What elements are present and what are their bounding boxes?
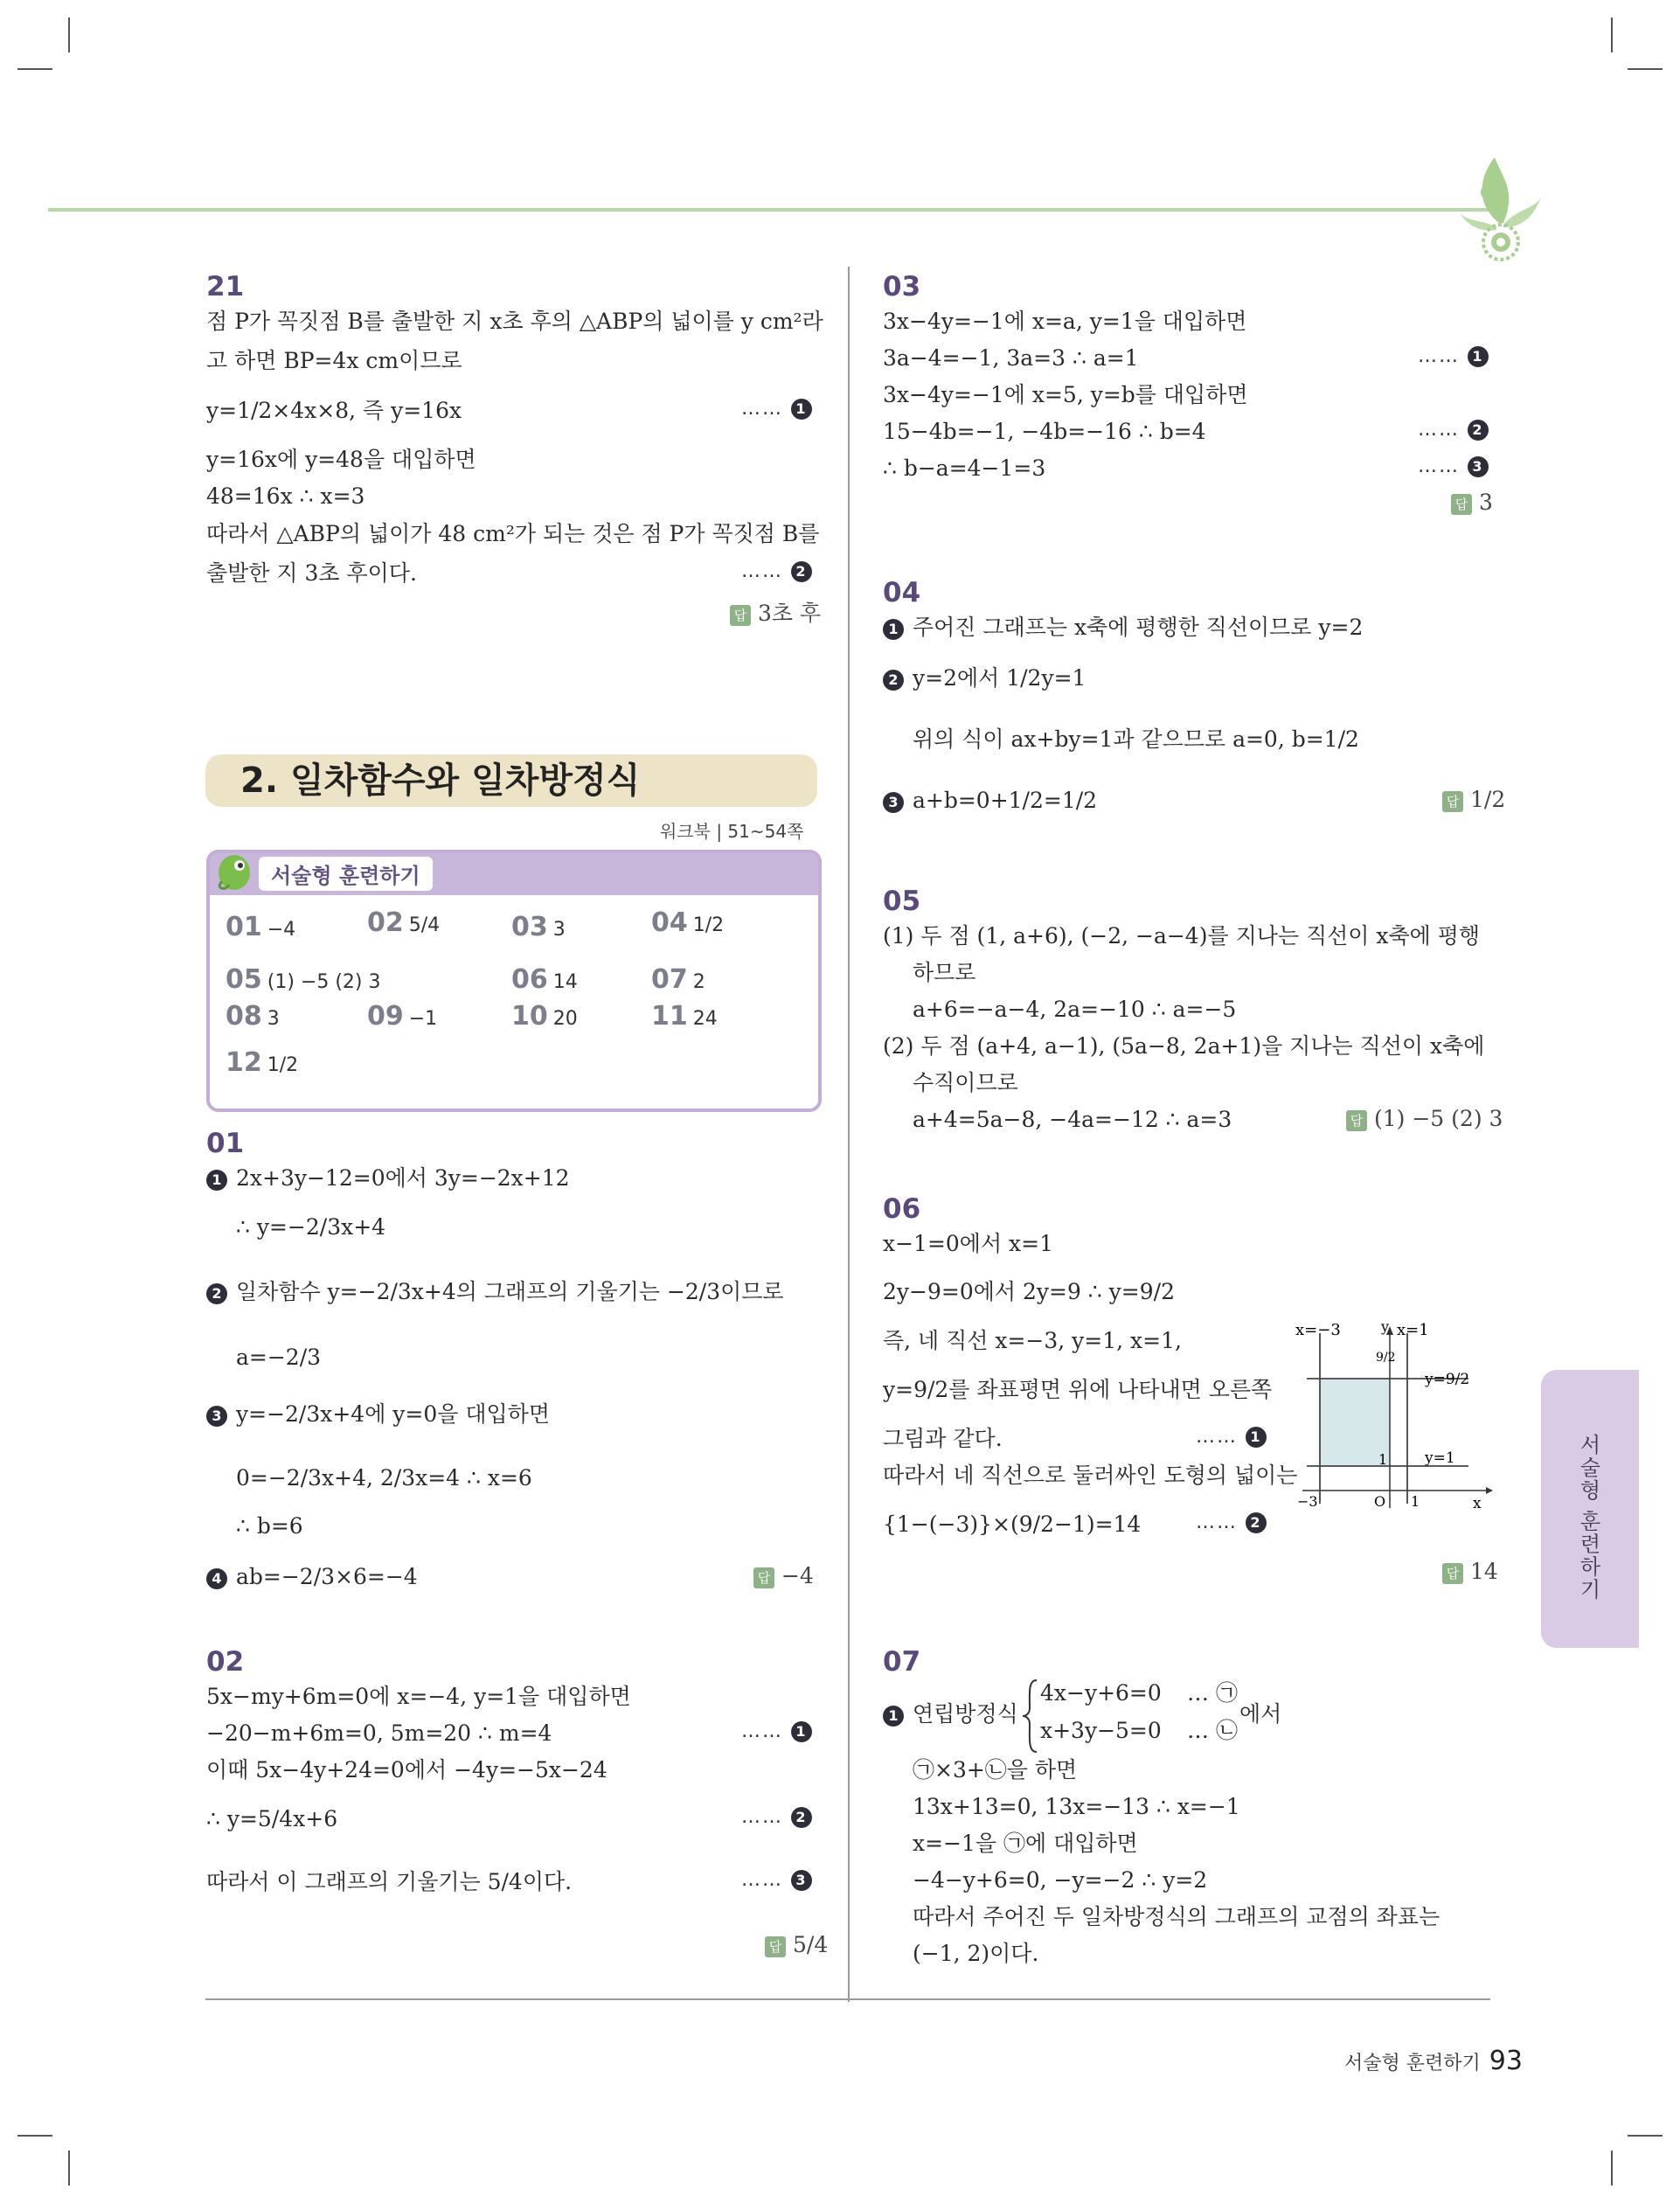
step-marker [1418, 455, 1497, 477]
tick-x-1: 1 [1411, 1493, 1420, 1510]
step-badge: 4 [206, 1568, 227, 1589]
quick-answer [226, 1001, 280, 1032]
dots: …… [1196, 1426, 1238, 1448]
quick-answer [367, 1001, 437, 1032]
solution-line: (2) 두 점 (a+4, a−1), (5a−8, 2a+1)을 지나는 직선이 x축에 [883, 1033, 1485, 1059]
qa-number: 12 [226, 1047, 262, 1078]
step-marker [741, 1720, 821, 1742]
solution-line: x=−1을 ㉠에 대입하면 [913, 1831, 1138, 1856]
answer-value: 3초 후 [758, 601, 822, 626]
solution-line: (1) 두 점 (1, a+6), (−2, −a−4)를 지나는 직선이 x축에 평행 [883, 923, 1481, 949]
answer [1442, 787, 1505, 812]
answer-tag-icon: 답 [753, 1567, 774, 1588]
leaf-ornament-icon [1451, 144, 1547, 267]
solution-line: 점 P가 꼭짓점 B를 출발한 지 x초 후의 △ABP의 넓이를 y cm²라 [206, 309, 823, 334]
answer-box-title: 서술형 훈련하기 [259, 857, 433, 891]
solution-line: ∴ b=6 [236, 1513, 303, 1539]
answer-value: 1/2 [1470, 787, 1506, 812]
quick-answer [511, 912, 566, 942]
section-title-text: 2. 일차함수와 일차방정식 [240, 761, 641, 801]
qa-value: 24 [692, 1008, 718, 1030]
solution-line: x−1=0에서 x=1 [883, 1231, 1054, 1256]
step-marker [1418, 419, 1497, 441]
solution-line: ∴ y=5/4x+6 [206, 1806, 338, 1831]
step-badge: 1 [206, 1170, 227, 1191]
dots: …… [1418, 345, 1460, 367]
qa-number: 07 [651, 964, 688, 995]
quick-answer [511, 1001, 578, 1032]
qa-value: 1/2 [267, 1054, 299, 1076]
step-badge: 2 [791, 1807, 812, 1828]
solution-line: 출발한 지 3초 후이다. [206, 560, 417, 586]
solution-line: a=−2/3 [236, 1345, 322, 1370]
dots: …… [1418, 419, 1460, 441]
crop-mark [1628, 68, 1663, 70]
solution-line: 이때 5x−4y+24=0에서 −4y=−5x−24 [206, 1757, 607, 1783]
solution-line: 48=16x ∴ x=3 [206, 483, 365, 509]
solution-line: 고 하면 BP=4x cm이므로 [206, 348, 462, 373]
crop-mark [17, 2135, 52, 2137]
problem-number: 07 [883, 1646, 921, 1678]
solution-line: 하므로 [913, 960, 976, 985]
label-x-axis: x [1473, 1495, 1482, 1512]
solution-text: 에서 [1239, 1701, 1282, 1727]
solution-line: 따라서 네 직선으로 둘러싸인 도형의 넓이는 [883, 1463, 1298, 1488]
quick-answer [511, 964, 578, 995]
solution-line: −4−y+6=0, −y=−2 ∴ y=2 [913, 1867, 1208, 1893]
qa-value: 20 [552, 1008, 578, 1030]
step-badge: 1 [791, 1721, 812, 1742]
step-badge: 1 [791, 399, 812, 420]
coordinate-graph [1294, 1316, 1495, 1512]
section-title [205, 754, 817, 807]
problem-number: 21 [206, 271, 245, 302]
solution-line: ∴ y=−2/3x+4 [236, 1214, 386, 1240]
problem-number: 05 [883, 886, 921, 917]
quick-answer [226, 912, 295, 942]
x-axis-arrow-icon [1486, 1487, 1493, 1494]
qa-number: 09 [367, 1001, 404, 1032]
workbook-ref: 워크북 | 51~54쪽 [660, 821, 804, 842]
solution-line [206, 1563, 418, 1591]
problem-number: 04 [883, 577, 921, 608]
step-badge: 3 [791, 1870, 812, 1891]
page-number: 93 [1489, 2046, 1523, 2076]
solution-line: 13x+13=0, 13x=−13 ∴ x=−1 [913, 1794, 1240, 1819]
solution-line: 따라서 △ABP의 넓이가 48 cm²가 되는 것은 점 P가 꼭짓점 B를 [206, 521, 820, 546]
problem-number: 02 [206, 1646, 245, 1678]
solution-line: 3x−4y=−1에 x=a, y=1을 대입하면 [883, 309, 1247, 334]
step-badge: 1 [883, 1706, 904, 1727]
step-badge: 2 [1468, 420, 1489, 441]
qa-number: 08 [226, 1001, 262, 1032]
qa-number: 06 [511, 964, 548, 995]
step-marker [741, 1806, 821, 1828]
qa-value: 5/4 [408, 914, 441, 936]
solution-text: 주어진 그래프는 x축에 평행한 직선이므로 y=2 [913, 615, 1364, 640]
qa-value: 14 [552, 971, 578, 993]
chameleon-icon [213, 846, 255, 893]
answer-tag-icon: 답 [1346, 1110, 1367, 1131]
answer-tag-icon: 답 [1451, 494, 1472, 515]
solution-line [883, 664, 1086, 692]
problem-number: 06 [883, 1193, 921, 1225]
tick-y-1: 1 [1378, 1451, 1388, 1468]
step-marker [1418, 345, 1497, 367]
quick-answer [651, 964, 705, 995]
step-badge: 3 [883, 792, 904, 813]
qa-number: 02 [367, 907, 404, 938]
step-badge: 1 [883, 619, 904, 640]
solution-text: y=−2/3x+4에 y=0을 대입하면 [236, 1401, 550, 1427]
solution-line: 0=−2/3x+4, 2/3x=4 ∴ x=6 [236, 1465, 532, 1491]
qa-number: 11 [651, 1001, 688, 1032]
bottom-rule [205, 1998, 1490, 2000]
qa-value: 3 [267, 1008, 280, 1030]
column-divider [848, 267, 850, 2002]
solution-line: 3a−4=−1, 3a=3 ∴ a=1 [883, 345, 1139, 371]
dots: …… [741, 1806, 783, 1828]
answer [1451, 490, 1493, 515]
answer [730, 596, 821, 628]
qa-number: 05 [226, 964, 262, 995]
quick-answer [226, 1047, 298, 1078]
solution-text: 일차함수 y=−2/3x+4의 그래프의 기울기는 −2/3이므로 [236, 1279, 784, 1304]
solution-line: {1−(−3)}×(9/2−1)=14 [883, 1512, 1142, 1537]
answer [765, 1932, 828, 1957]
origin-label: O [1374, 1493, 1386, 1510]
solution-line: 위의 식이 ax+by=1과 같으므로 a=0, b=1/2 [913, 726, 1359, 752]
answer-value: (1) −5 (2) 3 [1374, 1106, 1503, 1131]
qa-number: 04 [651, 907, 688, 938]
crop-mark [17, 68, 52, 70]
dots: …… [741, 398, 783, 420]
quick-answer [367, 907, 440, 938]
page-footer [1344, 2046, 1523, 2076]
equation-1: 4x−y+6=0 [1040, 1680, 1162, 1706]
answer-tag-icon: 답 [1442, 1563, 1463, 1584]
solution-line: ㉠×3+㉡을 하면 [913, 1757, 1078, 1783]
solution-line: y=16x에 y=48을 대입하면 [206, 447, 476, 472]
qa-number: 03 [511, 912, 548, 942]
solution-text: y=2에서 1/2y=1 [913, 665, 1086, 691]
solution-text: ab=−2/3×6=−4 [236, 1564, 418, 1589]
qa-value: 1/2 [692, 914, 725, 936]
step-marker [1196, 1426, 1275, 1448]
step-badge: 2 [1246, 1512, 1267, 1533]
step-marker [741, 1869, 821, 1891]
solution-line [206, 1400, 550, 1428]
tick-y-top: 9/2 [1376, 1351, 1396, 1365]
label-y-axis: y [1381, 1318, 1390, 1335]
answer [1346, 1106, 1503, 1131]
solution-line [883, 614, 1363, 642]
solution-line [883, 1700, 1018, 1728]
crop-mark [68, 2151, 70, 2186]
solution-line: 5x−my+6m=0에 x=−4, y=1을 대입하면 [206, 1684, 631, 1709]
answer-tag-icon: 답 [765, 1936, 786, 1957]
solution-text: a+b=0+1/2=1/2 [913, 788, 1098, 813]
label-y-top: y=9/2 [1425, 1371, 1470, 1388]
equation-2: x+3y−5=0 [1040, 1718, 1162, 1743]
step-marker [1196, 1512, 1275, 1533]
footer-label: 서술형 훈련하기 [1344, 2053, 1481, 2074]
problem-number: 01 [206, 1128, 245, 1159]
solution-line [883, 787, 1097, 815]
qa-value: 2 [692, 971, 705, 993]
tick-x-neg3: −3 [1297, 1493, 1318, 1510]
answer [753, 1563, 814, 1588]
solution-line: 그림과 같다. [883, 1426, 1003, 1451]
quick-answer [651, 907, 724, 938]
crop-mark [1628, 2135, 1663, 2137]
solution-line: (−1, 2)이다. [913, 1941, 1039, 1966]
answer-value: −4 [781, 1563, 814, 1588]
dots: …… [1196, 1512, 1238, 1533]
step-badge: 1 [1468, 346, 1489, 367]
qa-value: −1 [408, 1008, 438, 1030]
brace-icon [1021, 1677, 1040, 1755]
solution-line: a+6=−a−4, 2a=−10 ∴ a=−5 [913, 997, 1237, 1022]
dots: …… [741, 1869, 783, 1891]
solution-text: 2x+3y−12=0에서 3y=−2x+12 [236, 1165, 570, 1191]
solution-line: ∴ b−a=4−1=3 [883, 455, 1046, 481]
quick-answer [226, 964, 380, 995]
solution-line: 따라서 이 그래프의 기울기는 5/4이다. [206, 1869, 573, 1894]
label-y-bottom: y=1 [1425, 1449, 1455, 1467]
dots: …… [741, 1720, 783, 1742]
qa-number: 01 [226, 912, 262, 942]
step-marker [741, 398, 821, 420]
side-tab-label: 서술형 훈련하기 [1576, 1434, 1600, 1602]
solution-line: 수직이므로 [913, 1070, 1018, 1095]
solution-line [206, 1164, 570, 1192]
step-badge: 2 [791, 561, 812, 582]
solution-text: 연립방정식 [913, 1701, 1018, 1727]
quick-answer [651, 1001, 718, 1032]
solution-line: 2y−9=0에서 2y=9 ∴ y=9/2 [883, 1279, 1175, 1304]
solution-line: 3x−4y=−1에 x=5, y=b를 대입하면 [883, 382, 1248, 407]
step-badge: 2 [883, 670, 904, 691]
label-x-left: x=−3 [1295, 1321, 1341, 1339]
dots: …… [741, 560, 783, 582]
answer-value: 5/4 [793, 1932, 829, 1957]
answer-tag-icon: 답 [730, 605, 751, 626]
answer [1442, 1559, 1498, 1584]
solution-line [206, 1278, 784, 1306]
equation-2-mark: … ㉡ [1187, 1718, 1238, 1743]
qa-value: (1) −5 (2) 3 [267, 971, 381, 993]
solution-line: a+4=5a−8, −4a=−12 ∴ a=3 [913, 1107, 1232, 1132]
qa-value: −4 [267, 919, 296, 941]
crop-mark [1611, 17, 1613, 52]
step-badge: 1 [1246, 1427, 1267, 1448]
qa-value: 3 [552, 919, 566, 941]
solution-line: 즉, 네 직선 x=−3, y=1, x=1, [883, 1328, 1182, 1353]
solution-line: 따라서 주어진 두 일차방정식의 그래프의 교점의 좌표는 [913, 1904, 1440, 1929]
problem-number: 03 [883, 271, 921, 302]
answer-tag-icon: 답 [1442, 791, 1463, 812]
step-badge: 3 [206, 1406, 227, 1427]
solution-line: y=9/2를 좌표평면 위에 나타내면 오른쪽 [883, 1377, 1273, 1402]
solution-line: −20−m+6m=0, 5m=20 ∴ m=4 [206, 1720, 552, 1746]
step-badge: 3 [1468, 456, 1489, 477]
label-x-right: x=1 [1397, 1321, 1429, 1339]
answer-value: 3 [1479, 490, 1493, 515]
crop-mark [1611, 2151, 1613, 2186]
step-marker [741, 560, 821, 582]
solution-line: 15−4b=−1, −4b=−16 ∴ b=4 [883, 419, 1206, 444]
dots: …… [1418, 455, 1460, 477]
equation-1-mark: … ㉠ [1187, 1680, 1238, 1706]
crop-mark [68, 17, 70, 52]
answer-value: 14 [1470, 1559, 1498, 1584]
step-badge: 2 [206, 1283, 227, 1304]
qa-number: 10 [511, 1001, 548, 1032]
header-rule [48, 208, 1499, 212]
solution-line: y=1/2×4x×8, 즉 y=16x [206, 398, 462, 423]
